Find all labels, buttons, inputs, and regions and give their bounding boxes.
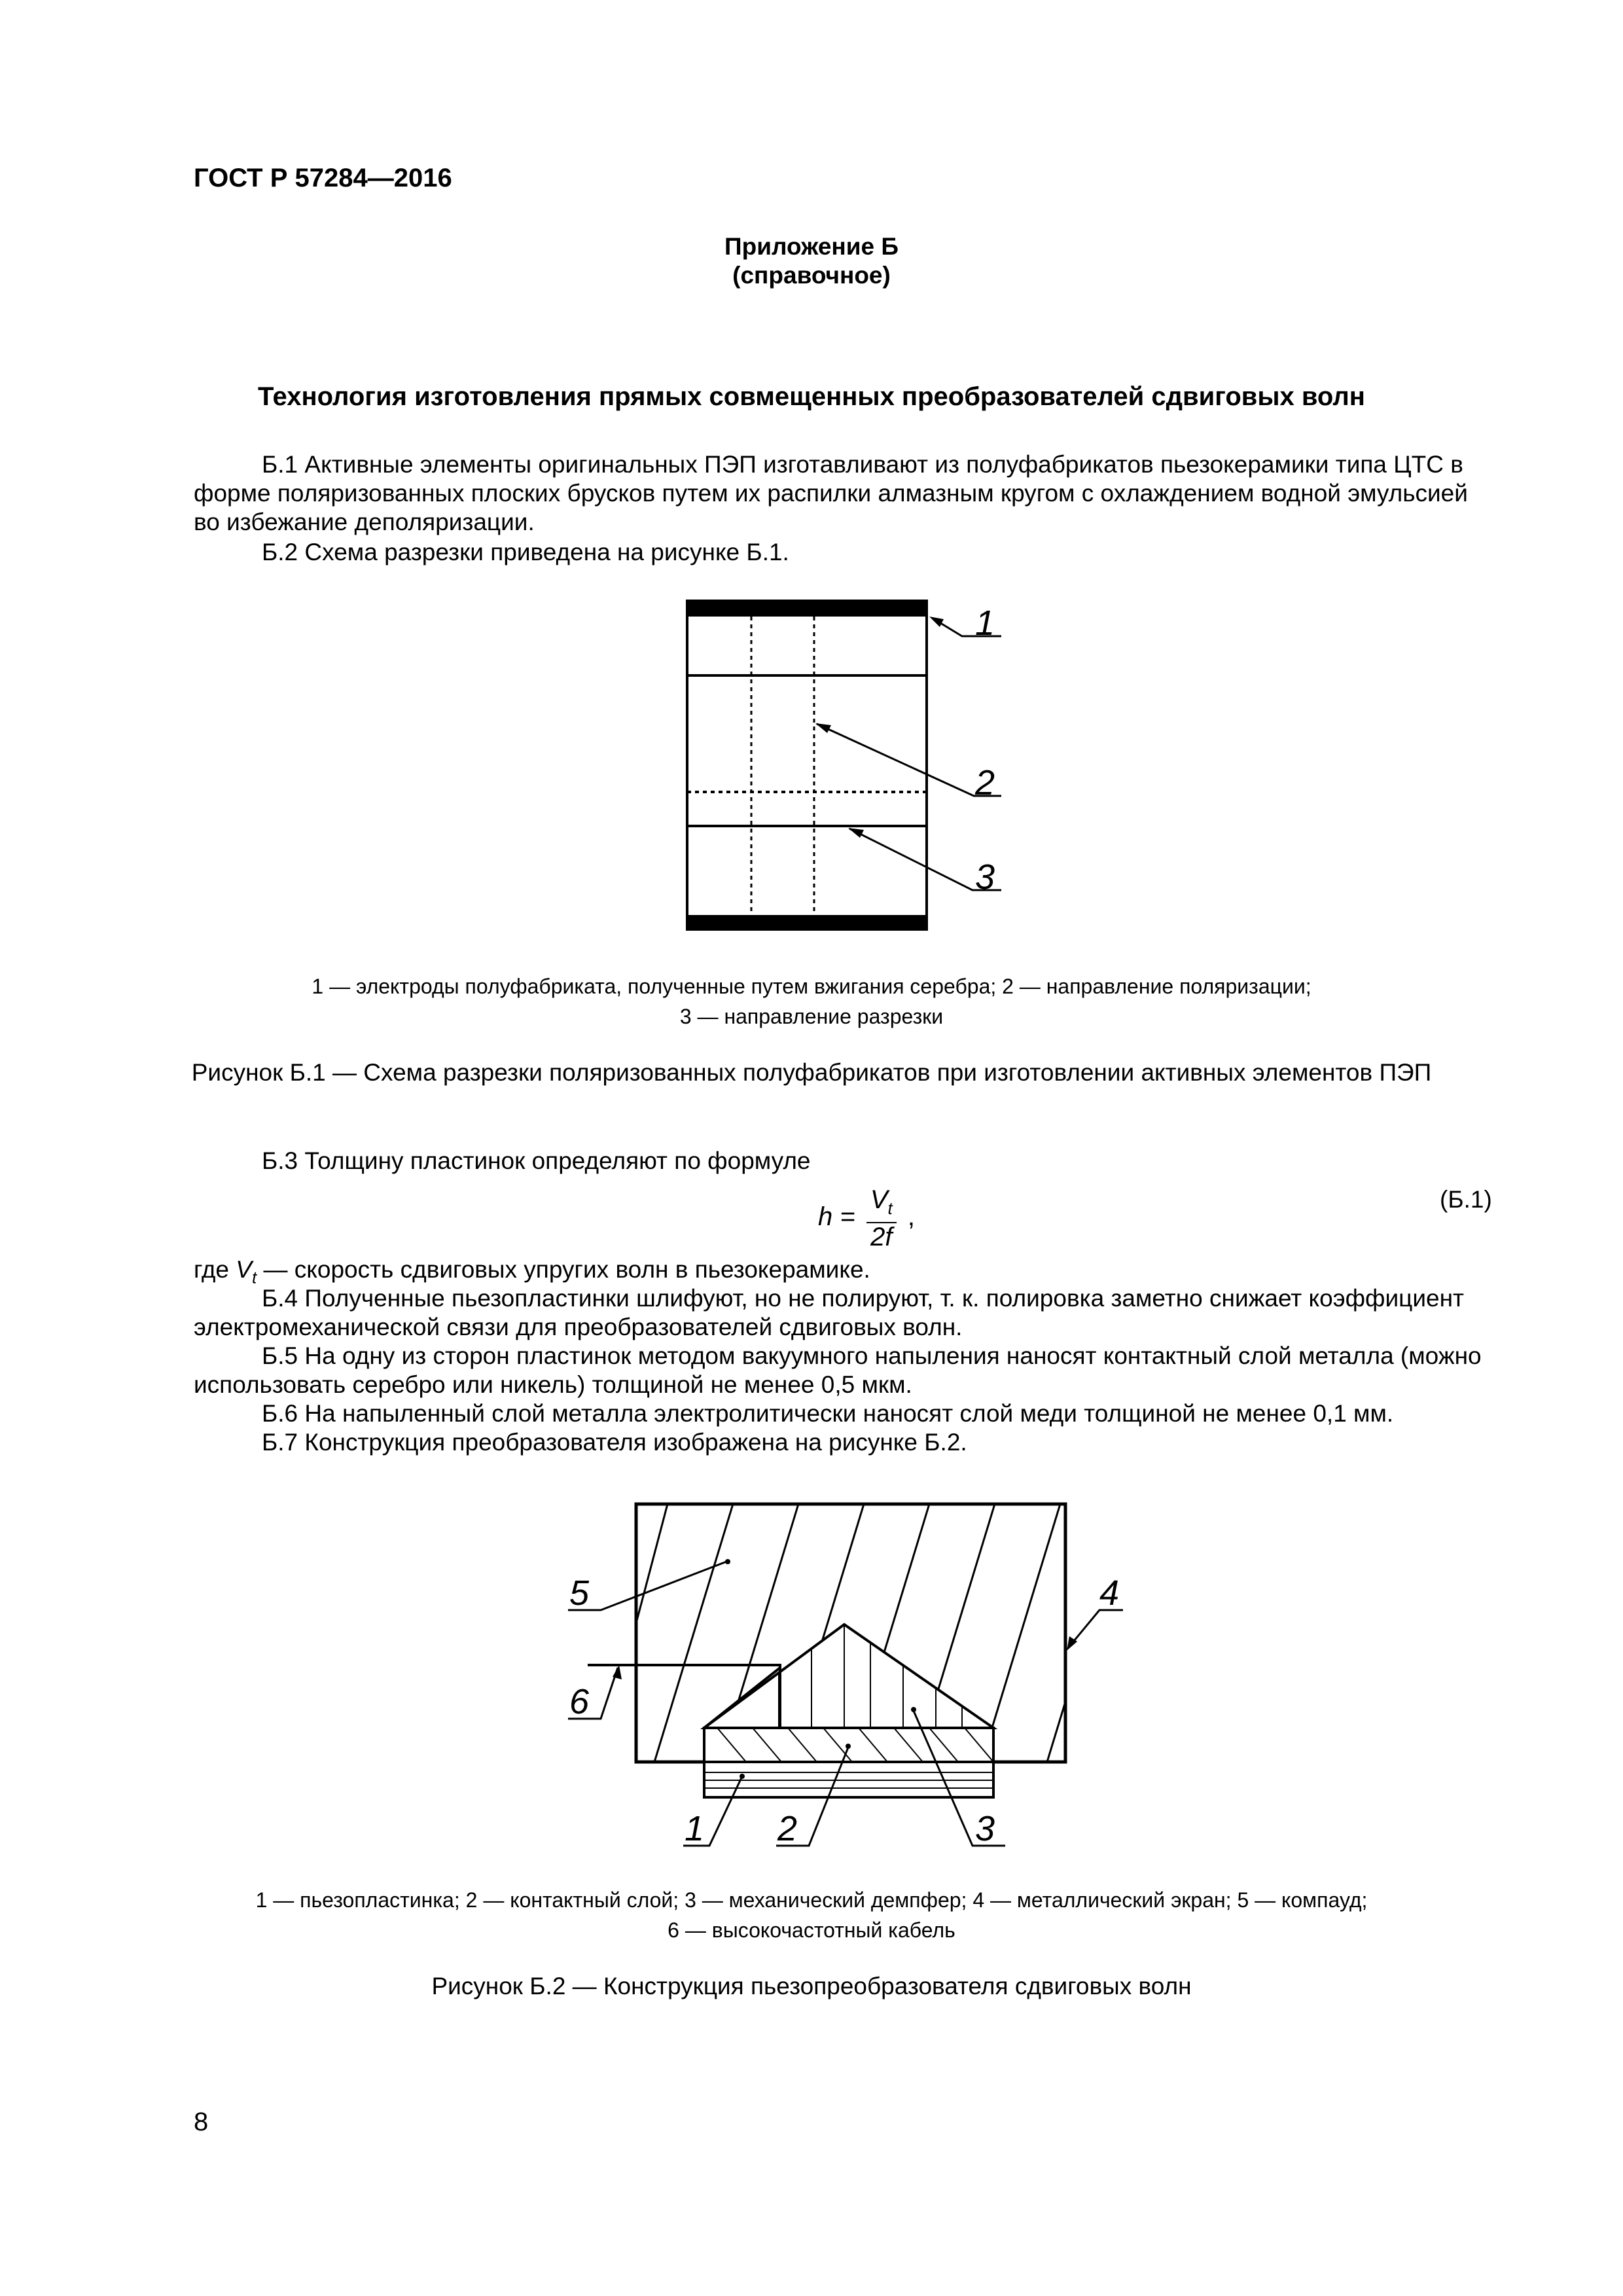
fig2-label: 5 bbox=[569, 1573, 590, 1613]
page-number: 8 bbox=[194, 2108, 209, 2136]
fig2-leader-4 bbox=[1068, 1610, 1123, 1648]
figure-b2-legend-line1: 1 — пьезопластинка; 2 — контактный слой; 3 — механический демпфер; 4 — металлический экран; 5 — компауд; bbox=[255, 1888, 1368, 1912]
fig2-dot bbox=[846, 1744, 851, 1749]
fig2-label: 4 bbox=[1099, 1573, 1120, 1613]
fig2-label: 2 bbox=[777, 1809, 798, 1848]
formula-tail: , bbox=[907, 1202, 916, 1232]
paragraph-b3-text: Б.3 Толщину пластинок определяют по формуле bbox=[262, 1147, 811, 1174]
formula-lhs: h = bbox=[818, 1202, 855, 1232]
fig1-label: 2 bbox=[975, 763, 995, 802]
fig2-dot bbox=[740, 1774, 745, 1779]
formula-numerator-sub: t bbox=[887, 1198, 893, 1218]
annex-title: Приложение Б bbox=[724, 233, 899, 260]
fig2-label: 3 bbox=[975, 1809, 995, 1848]
fig1-label: 3 bbox=[975, 857, 995, 897]
where-prefix: где bbox=[194, 1256, 236, 1283]
figure-b1-legend-line2: 3 — направление разрезки bbox=[679, 1005, 944, 1028]
formula-denominator: 2f bbox=[870, 1223, 893, 1251]
paragraph-b2-text: Б.2 Схема разрезки приведена на рисунке Б.1. bbox=[262, 539, 789, 565]
figure-b1-caption: Рисунок Б.1 — Схема разрезки поляризованных полуфабрикатов при изготовлении активных элементов ПЭП bbox=[191, 1059, 1432, 1086]
figure-b1-legend-line1: 1 — электроды полуфабриката, полученные путем вжигания серебра; 2 — направление поляризации; bbox=[312, 975, 1311, 998]
paragraph-b1-text: Б.1 Активные элементы оригинальных ПЭП изготавливают из полуфабрикатов пьезокерамики типа ЦТС в форме поляризованных плоских брусков путем их распилки алмазным кругом с охлаждением водной эмульсией во избежание деполяризации. bbox=[194, 451, 1468, 535]
where-var: V bbox=[236, 1256, 252, 1283]
where-rest: — скорость сдвиговых упругих волн в пьезокерамике. bbox=[257, 1256, 870, 1283]
standard-code: ГОСТ Р 57284—2016 bbox=[194, 164, 452, 192]
fig2-dot bbox=[725, 1559, 730, 1564]
formula-number: (Б.1) bbox=[1440, 1186, 1492, 1213]
main-title: Технология изготовления прямых совмещенных преобразователей сдвиговых волн bbox=[258, 382, 1365, 411]
fig2-dot bbox=[911, 1707, 916, 1712]
paragraph-b6-text: Б.6 На напыленный слой металла электролитически наносят слой меди толщиной не менее 0,1 мм. bbox=[262, 1400, 1394, 1427]
figure-b2-caption: Рисунок Б.2 — Конструкция пьезопреобразователя сдвиговых волн bbox=[431, 1973, 1192, 2000]
paragraph-b4-text: Б.4 Полученные пьезопластинки шлифуют, но не полируют, т. к. полировка заметно снижает коэффициент электромеханической связи для преобразователей сдвиговых волн. bbox=[194, 1285, 1464, 1340]
where-sub: t bbox=[251, 1267, 257, 1287]
paragraph-b5-text: Б.5 На одну из сторон пластинок методом вакуумного напыления наносят контактный слой металла (можно использовать серебро или никель) толщиной не менее 0,5 мкм. bbox=[194, 1342, 1482, 1398]
paragraph-b7-text: Б.7 Конструкция преобразователя изображена на рисунке Б.2. bbox=[262, 1429, 967, 1456]
formula-numerator-var: V bbox=[870, 1185, 888, 1214]
annex-subtitle: (справочное) bbox=[732, 262, 891, 289]
figure-b2-legend-line2: 6 — высокочастотный кабель bbox=[668, 1918, 955, 1942]
fig1-label: 1 bbox=[975, 603, 995, 643]
fig2-label: 6 bbox=[569, 1682, 590, 1721]
fig2-damper bbox=[704, 1624, 993, 1728]
fig2-label: 1 bbox=[685, 1809, 705, 1848]
